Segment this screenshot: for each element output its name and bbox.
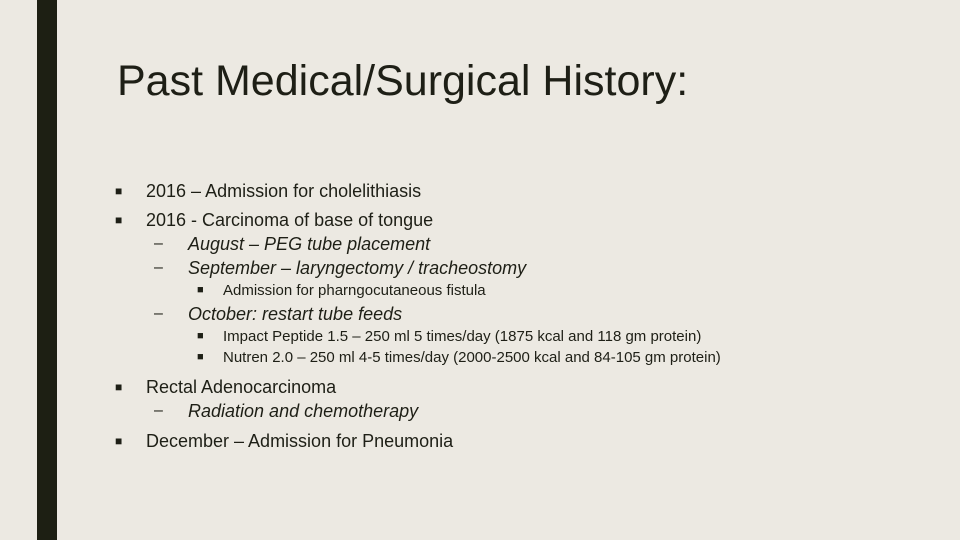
list-item-text: September – laryngectomy / tracheostomy <box>188 258 527 278</box>
list-item-text: 2016 – Admission for cholelithiasis <box>146 181 422 201</box>
list-item <box>197 281 486 300</box>
list-item-text: Rectal Adenocarcinoma <box>146 377 337 397</box>
dash-bullet-icon: – <box>154 305 163 322</box>
list-item-text: 2016 - Carcinoma of base of tongue <box>146 210 434 230</box>
list-item-text: Admission for pharngocutaneous fistula <box>223 282 486 299</box>
square-bullet-icon: ■ <box>197 284 204 296</box>
accent-sidebar <box>37 0 57 540</box>
list-item-text: August – PEG tube placement <box>188 234 431 254</box>
dash-bullet-icon: – <box>154 402 163 419</box>
list-item <box>115 376 337 398</box>
dash-bullet-icon: – <box>154 235 163 252</box>
list-item-text: Impact Peptide 1.5 – 250 ml 5 times/day (1875 kcal and 118 gm protein) <box>223 328 702 345</box>
list-item-text: Radiation and chemotherapy <box>188 401 419 421</box>
list-item-text: December – Admission for Pneumonia <box>146 431 454 451</box>
list-item <box>197 348 721 367</box>
list-item <box>154 233 431 255</box>
list-item <box>154 257 527 279</box>
square-bullet-icon: ■ <box>115 434 123 448</box>
slide-title: Past Medical/Surgical History: <box>117 57 689 105</box>
list-item <box>115 180 422 202</box>
list-item-text: Nutren 2.0 – 250 ml 4-5 times/day (2000-2500 kcal and 84-105 gm protein) <box>223 349 721 366</box>
list-item-text: October: restart tube feeds <box>188 304 403 324</box>
list-item <box>115 209 434 231</box>
square-bullet-icon: ■ <box>115 184 123 198</box>
list-item <box>154 303 403 325</box>
list-item <box>154 400 419 422</box>
list-item <box>197 327 702 346</box>
square-bullet-icon: ■ <box>197 330 204 342</box>
square-bullet-icon: ■ <box>197 351 204 363</box>
list-item <box>115 430 454 452</box>
square-bullet-icon: ■ <box>115 213 123 227</box>
square-bullet-icon: ■ <box>115 380 123 394</box>
dash-bullet-icon: – <box>154 259 163 276</box>
